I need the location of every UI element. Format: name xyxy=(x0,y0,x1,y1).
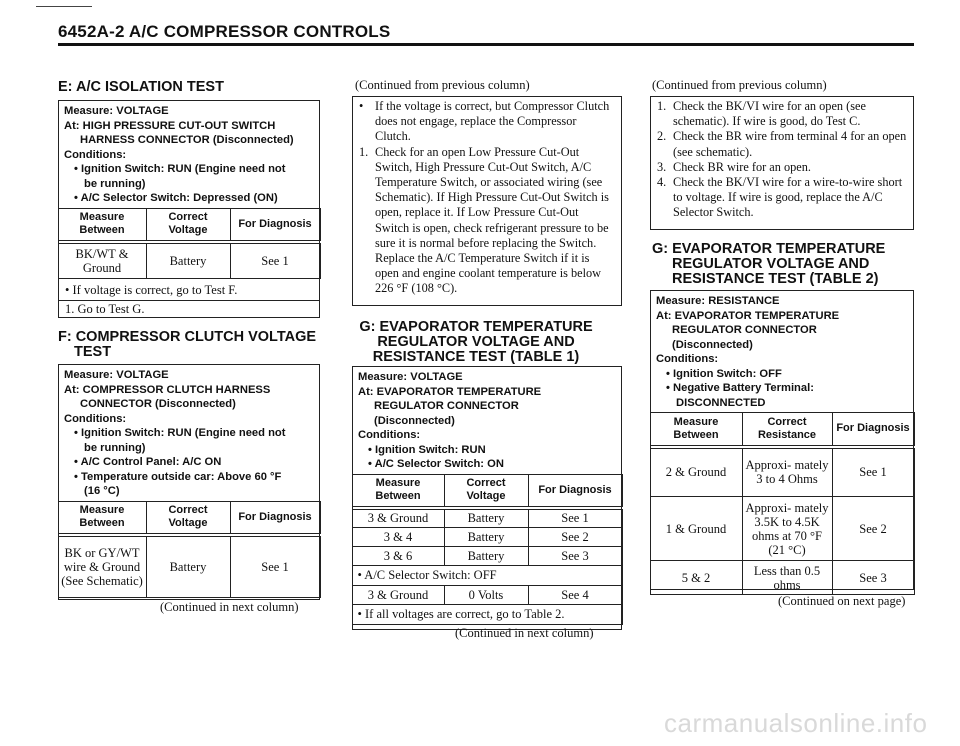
title-line: G: EVAPORATOR TEMPERATURE xyxy=(652,241,886,257)
column-header: Correct Voltage xyxy=(146,208,230,242)
test-g1-box xyxy=(352,366,622,630)
table-cell: See 1 xyxy=(230,242,320,278)
condition-line: Measure: VOLTAGE xyxy=(358,371,463,383)
condition-line: At: EVAPORATOR TEMPERATURE xyxy=(358,385,542,398)
column-header: Correct Resistance xyxy=(742,413,832,447)
table-row xyxy=(650,561,914,595)
table-cell: See 1 xyxy=(528,508,622,527)
list-marker: • xyxy=(359,99,364,113)
table-row xyxy=(650,497,914,561)
condition-line: • A/C Control Panel: A/C ON xyxy=(74,456,222,468)
test-g2-title xyxy=(652,242,885,287)
table-row xyxy=(352,508,622,527)
list-text: Check the BR wire from terminal 4 for an open (see schematic). xyxy=(673,129,907,159)
condition-line: • Ignition Switch: RUN (Engine need not xyxy=(74,163,286,175)
table-row xyxy=(58,242,320,278)
page-title: 6452A-2 A/C COMPRESSOR CONTROLS xyxy=(58,22,391,41)
test-g2-box xyxy=(650,290,914,590)
col2-notes-box xyxy=(352,96,622,306)
continued-note: (Continued in next column) xyxy=(160,600,299,614)
list-item xyxy=(359,145,615,297)
header-rule xyxy=(58,43,914,46)
continued-note: (Continued in next column) xyxy=(455,626,594,640)
list-item xyxy=(657,160,907,175)
scan-mark xyxy=(36,6,92,7)
condition-line: Conditions: xyxy=(64,412,127,425)
list-marker: 3. xyxy=(657,159,667,174)
table-subheading: • A/C Selector Switch: OFF xyxy=(352,565,622,585)
table-cell: Less than 0.5 ohms xyxy=(742,561,832,595)
list-text: Check the BK/VI wire for a wire-to-wire short to voltage. If wire is good, replace the A/C Selector Switch. xyxy=(673,175,903,220)
table-row xyxy=(352,546,622,565)
table-cell: 3 & 6 xyxy=(352,546,444,565)
title-line: G: EVAPORATOR TEMPERATURE xyxy=(359,319,593,335)
condition-line: • A/C Selector Switch: Depressed (ON) xyxy=(74,192,278,204)
continued-note: (Continued on next page) xyxy=(778,594,906,608)
title-line: F: COMPRESSOR CLUTCH VOLTAGE xyxy=(58,329,317,345)
table-cell: Battery xyxy=(444,546,528,565)
condition-line: be running) xyxy=(84,177,146,190)
table-row xyxy=(58,535,320,597)
table-row xyxy=(352,585,622,604)
column-header: For Diagnosis xyxy=(230,501,320,535)
column-header: Measure Between xyxy=(650,413,742,447)
test-f-table xyxy=(58,501,321,598)
table-cell: See 4 xyxy=(528,585,622,604)
title-line: TEST xyxy=(74,344,112,360)
table-note: • If all voltages are correct, go to Table 2. xyxy=(352,604,622,624)
table-cell: 3 & 4 xyxy=(352,527,444,546)
condition-line: (Disconnected) xyxy=(672,338,753,351)
column-header: For Diagnosis xyxy=(832,413,914,447)
table-cell: 3 & Ground xyxy=(352,585,444,604)
list-item xyxy=(359,99,615,145)
test-g1-title xyxy=(356,320,596,365)
test-e-note: • If voltage is correct, go to Test F. xyxy=(65,282,238,297)
test-f-conditions xyxy=(59,365,319,501)
table-cell: See 1 xyxy=(230,535,320,597)
column-header: Measure Between xyxy=(58,501,146,535)
table-row xyxy=(352,565,622,585)
column-header: Correct Voltage xyxy=(146,501,230,535)
condition-line: Conditions: xyxy=(358,429,421,441)
column-header: Measure Between xyxy=(58,208,146,242)
condition-line: • A/C Selector Switch: ON xyxy=(368,458,504,470)
title-line: REGULATOR VOLTAGE AND xyxy=(377,334,575,350)
test-f-title xyxy=(58,330,316,360)
table-row xyxy=(650,447,914,497)
condition-line: • Ignition Switch: RUN xyxy=(368,443,486,456)
table-row xyxy=(352,527,622,546)
list-text: Check for an open Low Pressure Cut-Out Switch, High Pressure Cut-Out Switch, A/C Temperature Switch, or associated wiring (see Schematic). If High Pressure Cut-Out Switch is open, replace it. If Low Pressure Cut-Out Switch is open, check refrigerant pressure to be sure it is normal before replacing the Switch. Replace the A/C Temperature Switch if it is open and engine coolant temperature is below 226 °F (108 °C). xyxy=(375,144,609,296)
list-marker: 4. xyxy=(657,175,667,190)
table-cell: See 3 xyxy=(528,546,622,565)
table-cell: BK/WT & Ground xyxy=(58,242,146,278)
table-cell: BK or GY/WT wire & Ground (See Schematic) xyxy=(58,535,146,597)
column-header: Correct Voltage xyxy=(444,474,528,508)
test-f-box xyxy=(58,364,320,600)
condition-line: Conditions: xyxy=(64,148,127,161)
list-marker: 1. xyxy=(359,144,369,159)
table-cell: 0 Volts xyxy=(444,585,528,604)
list-item xyxy=(657,99,907,129)
table-cell: Battery xyxy=(444,508,528,527)
table-cell: See 1 xyxy=(832,447,914,497)
condition-line: REGULATOR CONNECTOR xyxy=(374,400,519,412)
table-cell: Approxi- mately 3 to 4 Ohms xyxy=(742,447,832,497)
list-item xyxy=(657,129,907,159)
test-g1-conditions xyxy=(353,367,621,474)
condition-line: • Negative Battery Terminal: xyxy=(666,382,814,394)
table-cell: See 2 xyxy=(528,527,622,546)
continued-from-note: (Continued from previous column) xyxy=(652,78,827,92)
table-cell: Approxi- mately 3.5K to 4.5K ohms at 70 °F (21 °C) xyxy=(742,497,832,561)
table-cell: 2 & Ground xyxy=(650,447,742,497)
table-cell: Battery xyxy=(146,535,230,597)
table-cell: 5 & 2 xyxy=(650,561,742,595)
title-line: RESISTANCE TEST (TABLE 2) xyxy=(672,271,879,287)
condition-line: At: EVAPORATOR TEMPERATURE xyxy=(656,309,840,322)
table-row xyxy=(352,604,622,624)
column-header: For Diagnosis xyxy=(230,208,320,242)
list-text: If the voltage is correct, but Compressor Clutch does not engage, replace the Compressor Clutch. xyxy=(375,99,610,144)
condition-line: Conditions: xyxy=(656,353,719,365)
test-e-note: 1. Go to Test G. xyxy=(59,300,319,318)
column-header: For Diagnosis xyxy=(528,474,622,508)
condition-line: REGULATOR CONNECTOR xyxy=(672,324,817,336)
condition-line: At: COMPRESSOR CLUTCH HARNESS xyxy=(64,383,271,396)
condition-line: Measure: VOLTAGE xyxy=(64,105,169,117)
test-e-table xyxy=(58,208,321,279)
test-e-box xyxy=(58,100,320,318)
condition-line: DISCONNECTED xyxy=(676,396,766,409)
column-header: Measure Between xyxy=(352,474,444,508)
list-marker: 1. xyxy=(657,99,667,113)
col3-notes-box xyxy=(650,96,914,230)
test-g1-table xyxy=(352,474,623,625)
table-cell: Battery xyxy=(146,242,230,278)
condition-line: • Temperature outside car: Above 60 °F xyxy=(74,470,282,483)
test-e-title: E: A/C ISOLATION TEST xyxy=(58,79,224,95)
table-cell: 1 & Ground xyxy=(650,497,742,561)
condition-line: (Disconnected) xyxy=(374,414,455,427)
condition-line: • Ignition Switch: RUN (Engine need not xyxy=(74,427,286,439)
list-marker: 2. xyxy=(657,129,667,144)
list-item xyxy=(657,175,907,221)
table-cell: See 3 xyxy=(832,561,914,595)
test-g2-conditions xyxy=(651,291,913,412)
condition-line: Measure: RESISTANCE xyxy=(656,295,780,307)
condition-line: Measure: VOLTAGE xyxy=(64,369,169,381)
condition-line: be running) xyxy=(84,441,146,454)
test-e-conditions xyxy=(59,101,319,208)
continued-from-note: (Continued from previous column) xyxy=(355,78,530,92)
watermark-text: carmanualsonline.info xyxy=(664,708,928,738)
list-text: Check the BK/VI wire for an open (see schematic). If wire is good, do Test C. xyxy=(673,99,866,129)
list-text: Check BR wire for an open. xyxy=(673,159,811,174)
table-cell: 3 & Ground xyxy=(352,508,444,527)
table-cell: Battery xyxy=(444,527,528,546)
condition-line: HARNESS CONNECTOR (Disconnected) xyxy=(80,134,294,146)
condition-line: • Ignition Switch: OFF xyxy=(666,367,782,380)
table-cell: See 2 xyxy=(832,497,914,561)
condition-line: CONNECTOR (Disconnected) xyxy=(80,398,236,410)
condition-line: (16 °C) xyxy=(84,485,120,497)
test-g2-table xyxy=(650,412,915,595)
title-line: RESISTANCE TEST (TABLE 1) xyxy=(372,349,580,365)
condition-line: At: HIGH PRESSURE CUT-OUT SWITCH xyxy=(64,119,276,132)
title-line: REGULATOR VOLTAGE AND xyxy=(672,256,870,272)
